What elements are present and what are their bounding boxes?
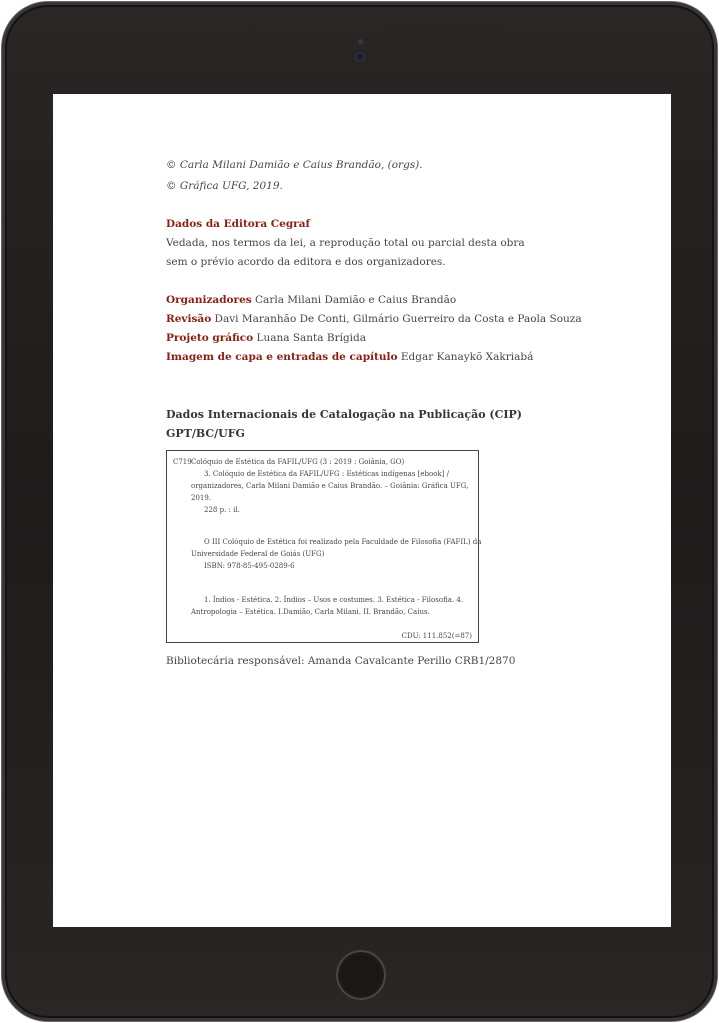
editora-line-2: sem o prévio acordo da editora e dos organizadores. — [166, 256, 446, 268]
sensor-dot — [358, 39, 363, 44]
librarian-credit: Bibliotecária responsável: Amanda Cavalcante Perillo CRB1/2870 — [166, 655, 516, 667]
cip-line: O III Colóquio de Estética foi realizado pela Faculdade de Filosofia (FAFIL) da — [204, 538, 482, 546]
cip-line: Universidade Federal de Goiás (UFG) — [191, 550, 325, 558]
credit-value: Luana Santa Brígida — [253, 332, 367, 344]
cip-line: 2019. — [191, 494, 212, 502]
credit-value: Davi Maranhão De Conti, Gilmário Guerreiro da Costa e Paola Souza — [211, 313, 582, 325]
cip-subheading: GPT/BC/UFG — [166, 427, 245, 440]
cip-line: 228 p. : il. — [204, 506, 240, 514]
editora-line-1: Vedada, nos termos da lei, a reprodução total ou parcial desta obra — [166, 237, 525, 249]
cip-cdu: CDU: 111.852(=87) — [401, 632, 472, 640]
credit-label: Imagem de capa e entradas de capítulo — [166, 351, 398, 363]
credit-organizadores — [166, 293, 456, 307]
credit-value: Carla Milani Damião e Caius Brandão — [251, 294, 457, 306]
cip-line: Colóquio de Estética da FAFIL/UFG (3 : 2019 : Goiânia, GO) — [191, 458, 405, 466]
credit-revisao — [166, 312, 582, 326]
cip-line: 1. Índios - Estética. 2. Índios – Usos e costumes. 3. Estética - Filosofia. 4. — [204, 596, 464, 604]
cip-code: C719 — [173, 458, 192, 466]
editora-heading: Dados da Editora Cegraf — [166, 218, 311, 230]
credit-label: Organizadores — [166, 294, 252, 306]
cip-line: ISBN: 978-85-495-0289-6 — [204, 562, 295, 570]
cip-line: organizadores, Carla Milani Damião e Caius Brandão. – Goiânia: Gráfica UFG, — [191, 482, 469, 490]
credit-imagem-capa — [166, 350, 533, 364]
cip-catalog-card — [166, 450, 482, 643]
cip-line: 3. Colóquio de Estética da FAFIL/UFG : Estéticas indígenas [ebook] / — [204, 470, 449, 478]
camera-icon — [355, 52, 365, 62]
credit-projeto-grafico — [166, 331, 366, 345]
credit-label: Projeto gráfico — [166, 332, 254, 344]
tablet-frame — [2, 2, 717, 1021]
document-page — [53, 94, 671, 927]
credit-label: Revisão — [166, 313, 212, 325]
cip-heading: Dados Internacionais de Catalogação na Publicação (CIP) — [166, 408, 523, 421]
home-button[interactable] — [338, 952, 384, 998]
copyright-line-2: © Gráfica UFG, 2019. — [166, 180, 283, 192]
copyright-line-1: © Carla Milani Damião e Caius Brandão, (orgs). — [166, 159, 423, 171]
cip-line: Antropologia – Estética. I.Damião, Carla Milani. II. Brandão, Caius. — [191, 608, 430, 616]
credit-value: Edgar Kanaykõ Xakriabá — [397, 351, 534, 363]
